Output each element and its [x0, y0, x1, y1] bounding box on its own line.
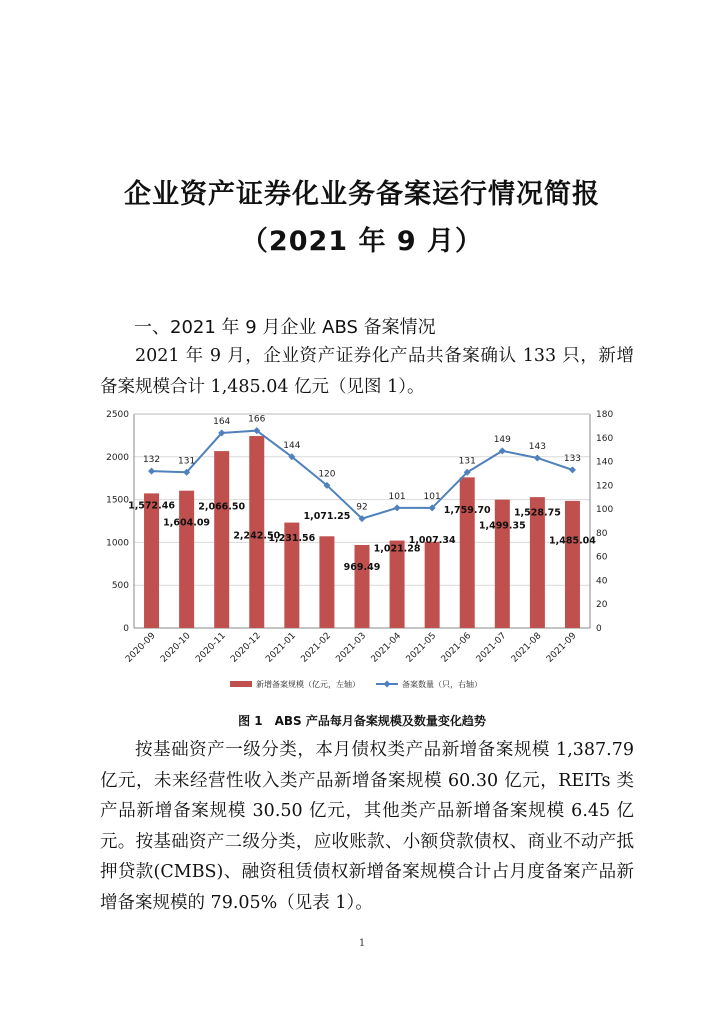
right-axis-tick-label: 160 — [596, 433, 614, 444]
left-axis-tick-label: 500 — [111, 581, 129, 592]
line-data-label: 132 — [142, 455, 161, 466]
line-data-label: 149 — [493, 434, 511, 445]
bar-data-label: 2,242.50 — [233, 530, 281, 542]
right-axis-tick-label: 0 — [596, 624, 602, 634]
legend-swatch-bar — [230, 681, 252, 687]
left-axis-tick-label: 2500 — [106, 410, 129, 420]
bar-data-label: 2,066.50 — [198, 501, 246, 513]
x-axis-tick-label: 2021-09 — [544, 631, 579, 665]
line-data-label: 133 — [563, 453, 582, 464]
left-axis-tick-label: 0 — [123, 624, 129, 634]
line-data-label: 92 — [356, 502, 368, 513]
bar-series — [144, 436, 580, 628]
section-heading: 一、2021 年 9 月企业 ABS 备案情况 — [134, 317, 436, 338]
line-data-label: 131 — [178, 456, 196, 467]
x-axis-tick-label: 2021-07 — [474, 631, 509, 665]
x-axis-tick-label: 2021-06 — [439, 631, 474, 665]
line-marker — [534, 454, 541, 461]
left-axis-tick-label: 2000 — [106, 452, 129, 463]
right-axis-tick-label: 180 — [596, 410, 614, 420]
abs-monthly-chart — [98, 402, 618, 698]
bar-data-label: 1,485.04 — [549, 535, 596, 547]
line-data-label: 164 — [213, 417, 231, 428]
left-axis-tick-label: 1500 — [106, 495, 129, 506]
line-data-label: 144 — [283, 440, 301, 451]
line-data-label: 120 — [318, 469, 336, 480]
legend-label-line: 备案数量（只，右轴） — [402, 680, 482, 689]
page-number: 1 — [358, 938, 366, 949]
bar-data-label: 1,021.28 — [373, 543, 421, 555]
bar-data-label: 1,071.25 — [303, 510, 351, 522]
bar — [214, 451, 229, 628]
line-data-label: 101 — [388, 491, 406, 502]
bar-data-label: 1,572.46 — [128, 500, 175, 512]
line-data-label: 131 — [458, 456, 476, 467]
document-title: 企业资产证券化业务备案运行情况简报 — [124, 179, 600, 210]
right-axis-tick-label: 40 — [596, 576, 608, 587]
bar — [319, 536, 334, 628]
x-axis-tick-label: 2020-12 — [229, 631, 263, 665]
legend-marker-line — [384, 681, 391, 688]
chart-legend — [230, 679, 482, 690]
document-subtitle-date: （2021 年 9 月） — [240, 226, 484, 257]
legend-label-bar: 新增备案规模（亿元，左轴） — [256, 680, 360, 689]
bar — [355, 545, 370, 628]
bar — [179, 491, 194, 628]
bar-data-label: 1,007.34 — [408, 534, 456, 546]
bar-data-label: 1,759.70 — [443, 504, 491, 516]
x-axis-tick-label: 2021-01 — [264, 631, 298, 665]
line-marker — [394, 504, 401, 511]
x-axis-tick-label: 2020-09 — [123, 631, 158, 665]
bar — [460, 477, 475, 628]
bar — [425, 542, 440, 628]
bar-data-label: 1,528.75 — [513, 507, 561, 519]
right-axis-tick-label: 80 — [596, 528, 608, 539]
right-axis-tick-label: 140 — [596, 457, 614, 468]
bar-data-label: 1,499.35 — [478, 520, 526, 532]
x-axis-tick-label: 2020-11 — [194, 631, 228, 665]
right-axis-tick-label: 20 — [596, 600, 608, 611]
right-axis-tick-label: 60 — [596, 552, 608, 563]
paragraph-classification: 按基础资产一级分类，本月债权类产品新增备案规模 1,387.79 亿元，未来经营性收入类产品新增备案规模 60.30 亿元，REITs 类产品新增备案规模 30.50 亿元，其他类产品新增备案规模 6.45 亿元。按基础资产二级分类，应收账款、小额贷款债权、商业不动产抵押贷款(CMBS)、融资租赁债权新增备案规模合计占月度备案产品新增备案规模的 79.05%（见表 1）。 — [100, 740, 634, 913]
bar — [565, 501, 580, 628]
bar-data-label: 1,231.56 — [268, 533, 316, 545]
right-axis-tick-label: 100 — [596, 505, 614, 516]
line-data-label: 101 — [423, 491, 441, 502]
x-axis-tick-label: 2021-04 — [369, 631, 404, 665]
left-axis-tick-label: 1000 — [106, 538, 129, 549]
bar — [144, 493, 159, 628]
x-axis-tick-label: 2020-10 — [159, 631, 193, 665]
right-axis-tick-label: 120 — [596, 481, 614, 492]
bar — [495, 500, 510, 628]
figure-caption: 图 1 ABS 产品每月备案规模及数量变化趋势 — [238, 714, 486, 728]
line-marker — [148, 468, 155, 475]
bar-data-label: 969.49 — [343, 562, 381, 574]
x-axis-tick-label: 2021-05 — [404, 631, 439, 665]
x-axis-tick-label: 2021-02 — [299, 631, 334, 665]
line-data-label: 166 — [248, 414, 266, 425]
x-axis-tick-label: 2021-03 — [334, 631, 369, 665]
x-axis-tick-label: 2021-08 — [509, 631, 544, 665]
bar-data-label: 1,604.09 — [163, 517, 211, 529]
paragraph-summary: 2021 年 9 月，企业资产证券化产品共备案确认 133 只，新增备案规模合计 1,485.04 亿元（见图 1）。 — [100, 346, 634, 397]
line-marker — [569, 466, 576, 473]
line-data-label: 143 — [528, 441, 546, 452]
